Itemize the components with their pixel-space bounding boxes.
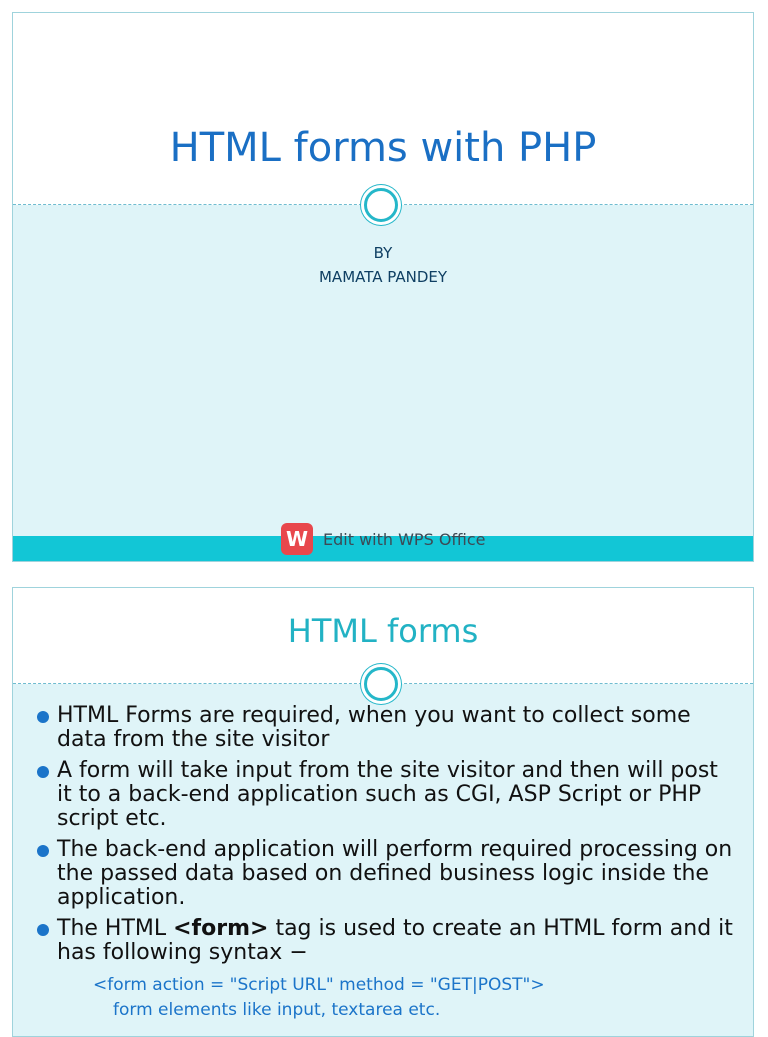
title-slide: [12, 12, 754, 562]
wps-logo-icon: W: [281, 523, 313, 555]
bullet-dot-icon: [37, 711, 49, 723]
bullet-text: HTML Forms are required, when you want to collect some data from the site visitor: [57, 703, 691, 752]
ring-ornament-icon: [364, 188, 398, 222]
edit-with-wps-button[interactable]: [281, 523, 486, 555]
author-name: MAMATA PANDEY: [318, 268, 448, 286]
bullet-dot-icon: [37, 924, 49, 936]
forms-slide: [12, 587, 754, 1037]
bullet-item: [35, 759, 733, 831]
ring-ornament-icon: [364, 667, 398, 701]
author-block: [13, 241, 753, 289]
wps-label: Edit with WPS Office: [323, 529, 486, 549]
code-line: <form action = "Script URL" method = "GET|POST">: [93, 975, 545, 995]
bullet-dot-icon: [37, 766, 49, 778]
bullet-text-pre: The HTML: [57, 916, 174, 941]
by-label: BY: [373, 244, 393, 262]
bullet-list: [35, 704, 733, 972]
slide-title: HTML forms: [287, 612, 479, 650]
code-line: form elements like input, textarea etc.: [113, 1000, 441, 1020]
bullet-text: A form will take input from the site visitor and then will post it to a back-end application such as CGI, ASP Script or PHP script etc.: [57, 758, 718, 831]
form-tag-text: <form>: [173, 916, 269, 941]
bullet-text: The back-end application will perform required processing on the passed data based on defined business logic inside the application.: [57, 837, 733, 910]
bullet-item: [35, 838, 733, 910]
bullet-text-post: tag is used to create an HTML form and it has following syntax −: [57, 916, 733, 965]
slide-title: HTML forms with PHP: [169, 125, 597, 171]
bullet-dot-icon: [37, 845, 49, 857]
bullet-item: [35, 917, 733, 965]
bullet-item: [35, 704, 733, 752]
